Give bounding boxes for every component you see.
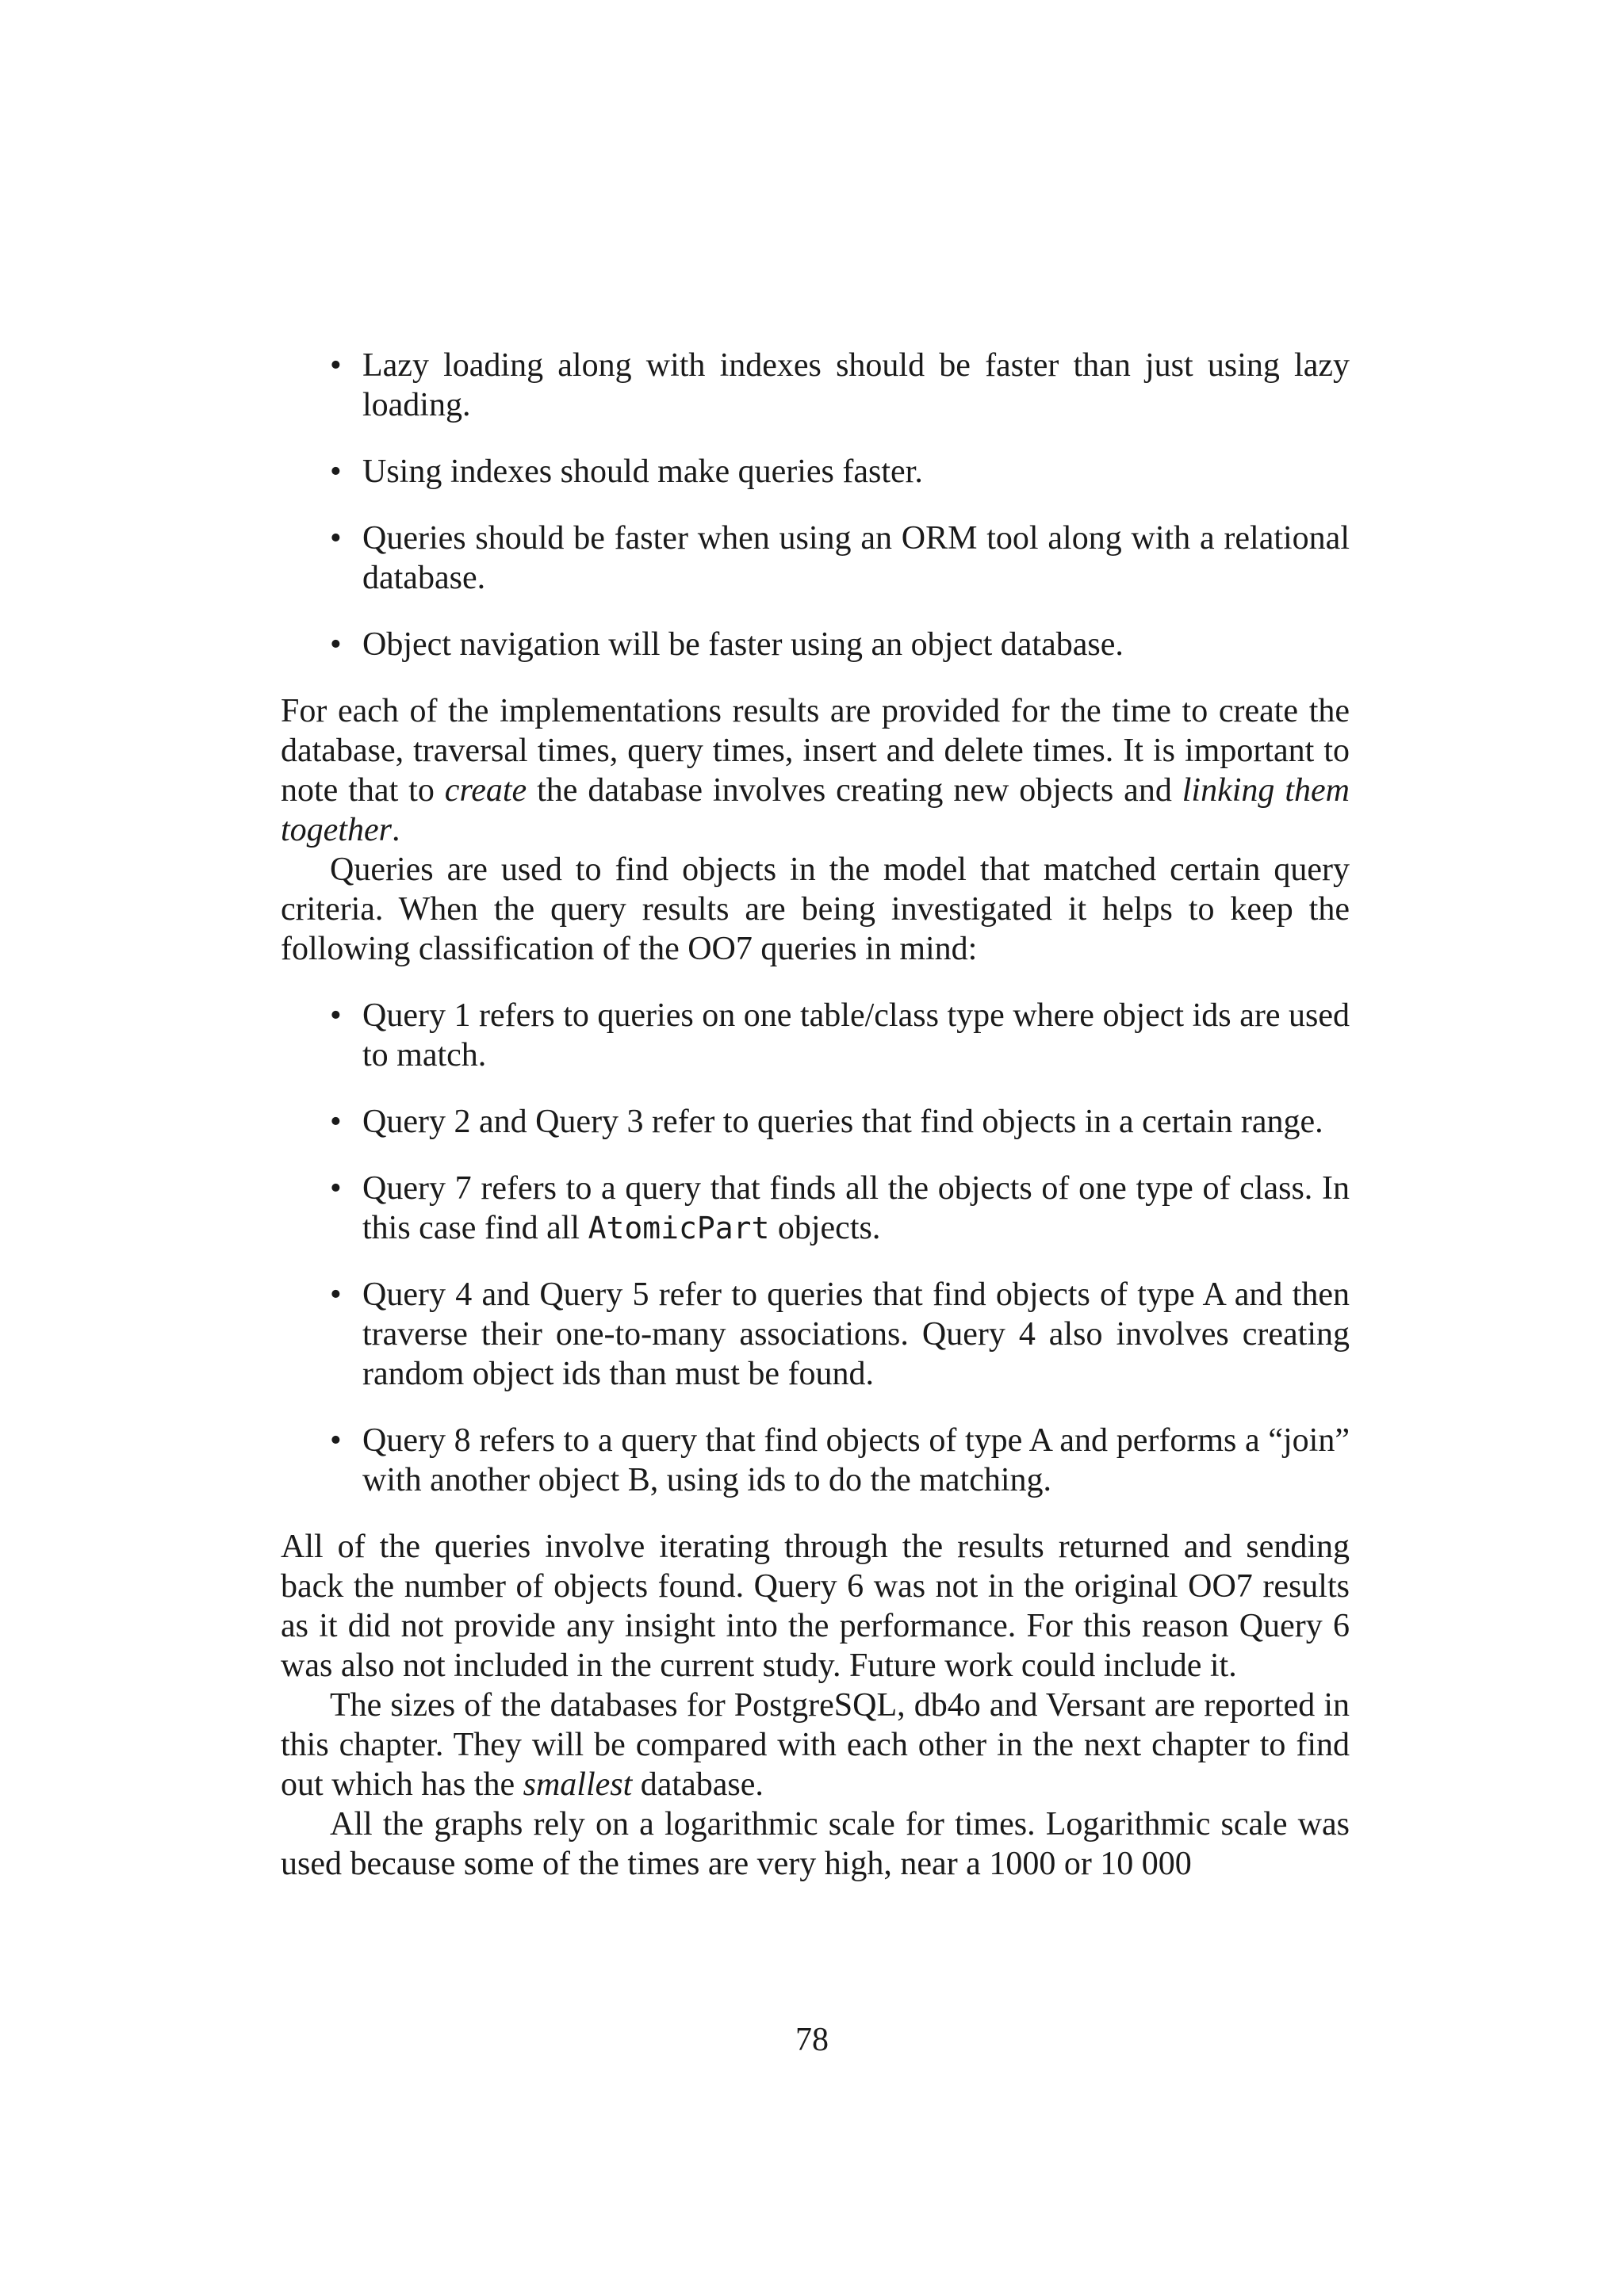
list-item: • Lazy loading along with indexes should be faster than just using lazy loading.	[281, 346, 1350, 425]
list-item: • Queries should be faster when using an ORM tool along with a relational database.	[281, 519, 1350, 598]
list-item: • Using indexes should make queries faster.	[281, 452, 1350, 492]
code-atomicpart: AtomicPart	[588, 1211, 770, 1246]
page-number: 78	[795, 2022, 829, 2058]
page-body	[281, 346, 1350, 1884]
list-item: • Query 2 and Query 3 refer to queries that find objects in a certain range.	[281, 1102, 1350, 1142]
query-classification-list	[281, 996, 1350, 1500]
paragraph-query-iteration: All of the queries involve iterating through the results returned and sending back the number of objects found. Query 6 was not in the original OO7 results as it did not provide any insight into the performance. For this reason Query 6 was also not included in the current study. Future work could include it.	[281, 1529, 1350, 1684]
list-item: • Query 8 refers to a query that find objects of type A and performs a “join” with another object B, using ids to do the matching.	[281, 1421, 1350, 1500]
list-item: • Query 7 refers to a query that finds all the objects of one type of class. In this case find all AtomicPart objects.	[281, 1169, 1350, 1248]
paragraph-log-scale: All the graphs rely on a logarithmic scale for times. Logarithmic scale was used because some of the times are very high, near a 1000 or 10 000	[281, 1806, 1350, 1882]
list-item: • Query 1 refers to queries on one table/class type where object ids are used to match.	[281, 996, 1350, 1075]
paragraph-database-sizes: The sizes of the databases for PostgreSQL, db4o and Versant are reported in this chapter. They will be compared with each other in the next chapter to find out which has the smallest database.	[281, 1687, 1350, 1803]
hypothesis-list	[281, 346, 1350, 664]
paragraph-query-classification: Queries are used to find objects in the model that matched certain query criteria. When the query results are being investigated it helps to keep the following classification of the OO7 queries in mind:	[281, 851, 1350, 967]
list-item: • Query 4 and Query 5 refer to queries that find objects of type A and then traverse their one-to-many associations. Query 4 also involves creating random object ids than must be found.	[281, 1275, 1350, 1394]
list-item: • Object navigation will be faster using an object database.	[281, 625, 1350, 664]
paragraph-results-overview: For each of the implementations results are provided for the time to create the database, traversal times, query times, insert and delete times. It is important to note that to create the database involves creating new objects and linking them together.	[281, 693, 1350, 848]
